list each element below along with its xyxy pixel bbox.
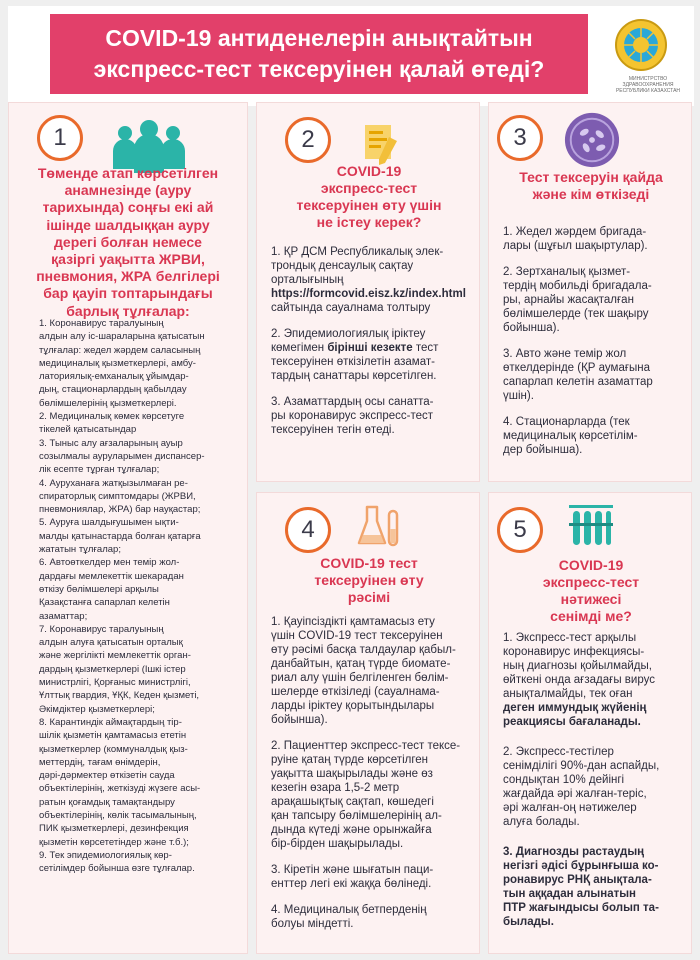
- title-line: нәтижесі: [560, 591, 622, 607]
- list-item: [503, 745, 691, 829]
- text-line: лары (шұғыл шақыртулар).: [503, 240, 648, 252]
- list-item: [271, 863, 477, 891]
- card-1: [8, 102, 248, 954]
- card-4-title: [263, 555, 475, 606]
- title-line: COVID-19 тест: [320, 555, 418, 571]
- text-line: 1. ҚР ДСМ Республикалық элек-: [271, 246, 444, 258]
- text-line: дардың қызметкерлері (Ішкі істер: [39, 663, 186, 675]
- header: [8, 6, 694, 106]
- step-number-4: 4: [285, 507, 331, 553]
- text-line: 7. Коронавирус таралуының: [39, 623, 164, 635]
- card-1-title: [17, 165, 239, 320]
- title-line: ішінде шалдыққан ауру: [46, 216, 210, 233]
- list-item: [39, 317, 249, 410]
- card-3-title: [493, 169, 689, 203]
- text-line: 5. Ауруға шалдығушымен ықти-: [39, 517, 179, 529]
- list-item: [503, 265, 689, 335]
- card-4-body: [271, 615, 477, 943]
- text-line: бойынша).: [503, 322, 560, 334]
- list-item: [271, 615, 477, 727]
- card-2-body: [271, 245, 477, 449]
- step-number-5: 5: [497, 507, 543, 553]
- text-line: 2. Зертханалық қызмет-: [503, 266, 631, 278]
- text-line: уақытта шақырылады және өз: [271, 768, 433, 780]
- ministry-caption: МИНИСТРСТВО ЗДРАВООХРАНЕНИЯ РЕСПУБЛИКИ КАЗАХСТАН: [615, 76, 681, 94]
- list-item: [39, 410, 249, 437]
- test-tubes-icon: [567, 501, 615, 551]
- text-line: үшін COVID-19 тест тексеруінен: [271, 630, 443, 642]
- text-line: дардағы мемлекеттік шекарадан: [39, 570, 184, 582]
- title-line: сенімді ме?: [550, 608, 632, 624]
- virus-cell-icon: [563, 111, 621, 169]
- text-line: 4. Стационарларда (тек: [503, 416, 630, 428]
- text-line: шілік қызметін қамтамасыз ететін: [39, 730, 187, 742]
- text-line: 1. Коронавирус таралуының: [39, 318, 164, 329]
- list-item: [39, 556, 249, 622]
- text-line: лік есепте тұрған тұлғалар;: [39, 464, 160, 476]
- text-line: болуы міндетті.: [271, 918, 354, 930]
- text-line: Ұлттық гвардия, ҰҚК, Кеден қызметі,: [39, 690, 200, 702]
- card-1-body: [39, 317, 249, 875]
- text-line: ры коронавирус экспресс-тест: [271, 410, 433, 422]
- text-line: деген иммундық жүйенің: [503, 702, 647, 714]
- list-item: [503, 225, 689, 253]
- text-line: руіне қатаң түрде көрсетілген: [271, 754, 429, 766]
- title-line: экспресс-тест: [542, 574, 640, 590]
- text-line: тұлғалар: жедел жәрдем саласының: [39, 344, 201, 356]
- text-line: 9. Тек эпидемиологиялық көр-: [39, 849, 172, 861]
- text-line: қызметкерлер (коммуналдық қыз-: [39, 743, 188, 755]
- card-3-body: [503, 225, 689, 469]
- text-line: бір-бірден шақырылады.: [271, 838, 404, 850]
- text-line: бөлімшелерде (тек шақыру: [503, 308, 649, 320]
- text-line: 6. Автоөткелдер мен темір жол-: [39, 557, 180, 569]
- text-line: өткелдерінде (ҚР аумағына: [503, 362, 651, 374]
- text-line: латориялық-емханалық ұйымдар-: [39, 371, 189, 383]
- text-line: медициналық қызметкерлері, амбу-: [39, 357, 196, 369]
- text-line: малды қатынастарда болған қатарға: [39, 530, 201, 542]
- text-line: азаматтар;: [39, 610, 88, 622]
- text-line: тердің мобильді бригадала-: [503, 280, 652, 292]
- text-line: сондықтан 10% дейінгі: [503, 774, 625, 786]
- text-line: тексеруінен тегін өтеді.: [271, 424, 395, 436]
- title-line: анамнезінде (ауру: [64, 182, 192, 199]
- card-2-title: [263, 163, 475, 231]
- text-line: дер бойынша).: [503, 444, 583, 456]
- card-2-step-1: 1. ҚР ДСМ Республикалық элек- трондық денсаулық сақтау орталығының https://formcovid.eisz.kz/index.html сайтында сауалнама толтыру: [271, 246, 466, 314]
- state-emblem-icon: [614, 18, 668, 72]
- text-line: риал алу үшін белгіленген бөлім-: [271, 672, 449, 684]
- text-line: спираторлық симптомдары (ЖРВИ,: [39, 490, 196, 502]
- text-line: 3. Тыныс алу ағзаларының ауыр: [39, 437, 183, 449]
- text-line: енттер легі екі жаққа бөлінеді.: [271, 878, 432, 890]
- text-line: дында күтеді және орынжайға: [271, 824, 432, 836]
- step-number-2: 2: [285, 117, 331, 163]
- list-item: [503, 347, 689, 403]
- text-line: 3. Кіретін және шығатын паци-: [271, 864, 434, 876]
- text-line: арақашықтық сақтап, көшедегі: [271, 796, 434, 808]
- text-line: 4. Медициналық бетперденің: [271, 904, 427, 916]
- text-line: 4. Ауруханаға жатқызылмаған ре-: [39, 477, 188, 489]
- text-line: медициналық көрсетілім-: [503, 430, 638, 442]
- title-line: қазіргі уақытта ЖРВИ,: [51, 251, 205, 268]
- text-line: 1. Экспресс-тест арқылы: [503, 632, 637, 644]
- text-line: 1. Қауіпсіздікті қамтамасыз ету: [271, 616, 435, 628]
- list-item: [39, 849, 249, 876]
- text-line: дәрі-дәрмектер өткізетін сауда: [39, 770, 175, 782]
- text-line: бөлімшелерінің қызметкерлері.: [39, 397, 177, 409]
- text-line: орталығының: [271, 274, 344, 286]
- text-line: 3. Авто және темір жол: [503, 348, 627, 360]
- text-line: анықталмайды, тек оған: [503, 688, 633, 700]
- list-item: [503, 415, 689, 457]
- title-line: тексеруінен өту: [314, 572, 424, 588]
- text-line: ратын қоғамдық тамақтандыру: [39, 796, 175, 808]
- text-line: Қазақстанға сапарлап келетін: [39, 597, 170, 609]
- list-item: [39, 477, 249, 517]
- list-item: [39, 716, 249, 849]
- text-line: дың, стационарлардың қабылдау: [39, 384, 187, 396]
- text-line: алдын алуға қатысатын орталық: [39, 637, 183, 649]
- text-line: ПИК қызметкерлері, дезинфекция: [39, 823, 189, 835]
- text-line: объектілерінің, жеткізуді жүзеге асы-: [39, 783, 201, 795]
- text-line: бойынша).: [271, 714, 328, 726]
- text-line: министрлігі, Қорғаныс министрлігі,: [39, 677, 191, 689]
- text-line: қызметін көрсететіндер және т.б.);: [39, 836, 189, 848]
- title-line-1: COVID-19 антиденелерін анықтайтын: [105, 25, 533, 51]
- survey-link[interactable]: https://formcovid.eisz.kz/index.html: [271, 288, 466, 300]
- text-line: жағдайда әрі жалған-теріс,: [503, 788, 647, 800]
- list-item: [39, 437, 249, 477]
- card-2-step-3: [271, 395, 477, 437]
- title-line: дерегі болған немесе: [54, 233, 202, 250]
- text-line: пневмониялар, ЖРА) бар науқастар;: [39, 504, 201, 516]
- form-pen-icon: [361, 121, 401, 167]
- card-2-step-2: 2. Эпидемиологиялық іріктеу көмегімен бірінші кезекте тест тексеруінен өткізілетін азамат- тардың санаттары көрсетілген.: [271, 328, 439, 382]
- text-line: меттердің, тағам өнімдерін,: [39, 756, 161, 768]
- list-item: [271, 903, 477, 931]
- title-line: пневмония, ЖРА белгілері: [36, 268, 220, 285]
- title-line: COVID-19: [558, 557, 624, 573]
- text-line: 2. Экспресс-тестілер: [503, 746, 614, 758]
- text-line: Әкімдіктер қызметкерлері;: [39, 703, 155, 715]
- card-5-title: [493, 557, 689, 625]
- text-line: 2. Медициналық көмек көрсетуге: [39, 411, 185, 423]
- text-line: негізгі әдісі бұрынғыша ко-: [503, 860, 659, 872]
- text-line: сенімділігі 90%-дан аспайды,: [503, 760, 660, 772]
- title-line: не істеу керек?: [316, 214, 422, 230]
- text-line: данбайтын, қатаң түрде биомате-: [271, 658, 451, 670]
- text-line: объектілерінің, көлік тасымалының,: [39, 809, 197, 821]
- card-5-body: [503, 631, 691, 945]
- text-line: алуға болады.: [503, 816, 580, 828]
- text-line: жататын тұлғалар;: [39, 544, 121, 556]
- title-line: және кім өткізеді: [532, 186, 650, 202]
- title-line: COVID-19: [336, 163, 402, 179]
- text-line: сапарлап келетін азаматтар: [503, 376, 653, 388]
- title-line: экспресс-тест: [320, 180, 418, 196]
- title-line: Төменде атап көрсетілген: [37, 165, 219, 181]
- card-5: [488, 492, 692, 954]
- list-item: [39, 516, 249, 556]
- step-number-1: 1: [37, 115, 83, 161]
- text-line: өткізу бөлімшелері арқылы: [39, 583, 159, 595]
- text-line: үшін).: [503, 390, 534, 402]
- text-line: әрі жалған-оң нәтижелер: [503, 802, 637, 814]
- text-line: 1. Жедел жәрдем бригада-: [503, 226, 647, 238]
- text-line: 2. Пациенттер экспресс-тест тексе-: [271, 740, 461, 752]
- card-3: [488, 102, 692, 482]
- text-line: коронавирус инфекциясы-: [503, 646, 645, 658]
- text-line: реакциясы бағаланады.: [503, 716, 641, 728]
- title-line: рәсімі: [347, 589, 391, 605]
- text-line: тікелей қатысатындар: [39, 424, 137, 436]
- text-line: ларды іріктеу қорытындылары: [271, 700, 435, 712]
- card-4: [256, 492, 480, 954]
- text-line: 8. Карантиндік аймақтардың тір-: [39, 716, 182, 728]
- title-line: барлық тұлғалар:: [66, 302, 190, 319]
- text-line: ның диагнозы қойылмайды,: [503, 660, 652, 672]
- text-line: алдын алу іс-шараларына қатысатын: [39, 331, 205, 343]
- text-line: 3. Азаматтардың осы санатта-: [271, 396, 434, 408]
- text-line: 3. Диагнозды растаудың: [503, 846, 645, 858]
- title-line-2: экспресс-тест тексеруінен қалай өтеді?: [93, 56, 545, 82]
- list-item: [503, 631, 691, 729]
- title-line: тарихында) соңғы екі ай: [42, 199, 214, 216]
- card-2: [256, 102, 480, 482]
- text-line: сетілімдер бойынша өзге тұлғалар.: [39, 863, 195, 875]
- page-title: [50, 14, 588, 94]
- list-item: [39, 623, 249, 716]
- title-line: тексеруінен өту үшін: [296, 197, 442, 213]
- text-line: кезегін өзара 1,5-2 метр: [271, 782, 400, 794]
- text-line: созылмалы ауруларымен диспансер-: [39, 450, 205, 462]
- lab-flask-icon: [357, 503, 403, 551]
- text-line: өту рәсімі басқа талдаулар қабыл-: [271, 644, 456, 656]
- title-line: Тест тексеруін қайда: [519, 169, 663, 185]
- text-line: ронавирус РНҚ анықтала-: [503, 874, 652, 886]
- text-line: былады.: [503, 916, 554, 928]
- list-item: [503, 845, 691, 929]
- text-line: ПТР жағындысы болып та-: [503, 902, 659, 914]
- text-line: трондық денсаулық сақтау: [271, 260, 414, 272]
- list-item: [271, 739, 477, 851]
- text-line: ры, арнайы жасақталған: [503, 294, 634, 306]
- text-line: қан тапсыру бөлімшелерінің ал-: [271, 810, 442, 822]
- text-line: тын аққадан алынатын: [503, 888, 636, 900]
- text-line: өйткені онда ағзадағы вирус: [503, 674, 655, 686]
- text-line: шелерде өткізіледі (сауалнама-: [271, 686, 440, 698]
- title-line: бар қауіп топтарындағы: [43, 285, 213, 302]
- text-line: және жергілікті мемлекеттік орган-: [39, 650, 191, 662]
- step-number-3: 3: [497, 115, 543, 161]
